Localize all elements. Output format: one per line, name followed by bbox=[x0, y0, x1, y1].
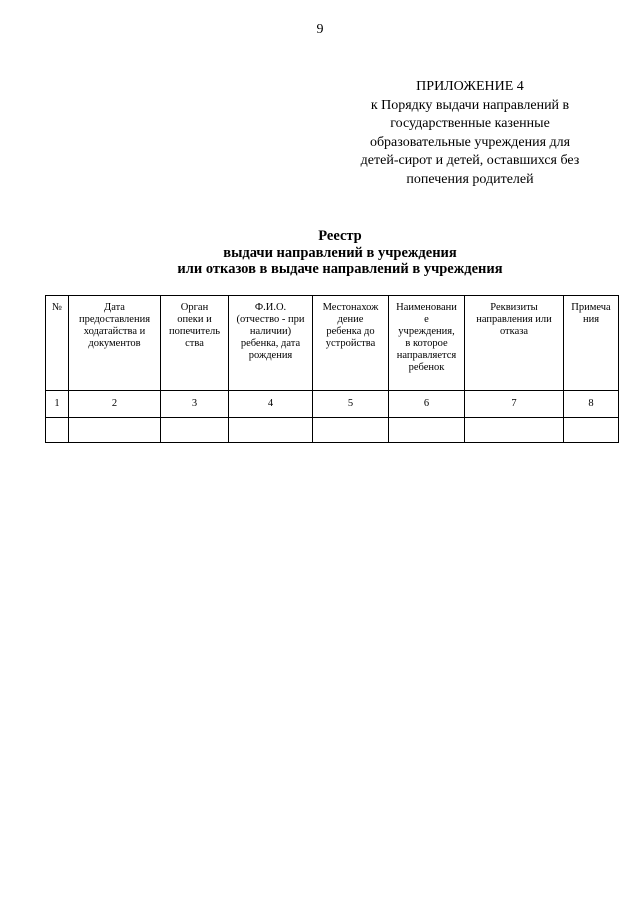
column-number-cell: 8 bbox=[564, 391, 619, 418]
appendix-line: государственные казенные bbox=[390, 116, 550, 131]
header-cell-notes: Примеча ния bbox=[564, 296, 619, 391]
column-number-cell: 1 bbox=[46, 391, 69, 418]
header-cell-number: № bbox=[46, 296, 69, 391]
empty-cell bbox=[69, 418, 161, 443]
registry-table bbox=[45, 295, 619, 443]
column-number-cell: 2 bbox=[69, 391, 161, 418]
empty-cell bbox=[564, 418, 619, 443]
empty-cell bbox=[229, 418, 313, 443]
empty-cell bbox=[161, 418, 229, 443]
header-cell-institution: Наименовани е учреждения, в которое направляется ребенок bbox=[389, 296, 465, 391]
appendix-line: ПРИЛОЖЕНИЕ 4 bbox=[416, 79, 524, 94]
empty-cell bbox=[389, 418, 465, 443]
appendix-line: к Порядку выдачи направлений в bbox=[370, 97, 570, 113]
appendix-line: образовательные учреждения для bbox=[369, 134, 571, 150]
header-cell-date: Дата предоставления ходатайства и документов bbox=[69, 296, 161, 391]
title-line: Реестр bbox=[318, 228, 362, 244]
header-cell-requisites: Реквизиты направления или отказа bbox=[465, 296, 564, 391]
title-line: или отказов в выдаче направлений в учреждения bbox=[177, 261, 503, 277]
column-number-cell: 7 bbox=[465, 391, 564, 418]
column-number-cell: 5 bbox=[313, 391, 389, 418]
empty-cell bbox=[46, 418, 69, 443]
column-number-cell: 6 bbox=[389, 391, 465, 418]
column-number-row bbox=[46, 391, 619, 418]
appendix-line: попечения родителей bbox=[406, 171, 534, 187]
header-cell-location: Местонахож дение ребенка до устройства bbox=[313, 296, 389, 391]
header-cell-guardianship-body: Орган опеки и попечитель ства bbox=[161, 296, 229, 391]
document-title bbox=[0, 228, 640, 278]
empty-cell bbox=[313, 418, 389, 443]
column-number-cell: 3 bbox=[161, 391, 229, 418]
header-row bbox=[46, 296, 619, 391]
appendix-block bbox=[350, 78, 590, 189]
column-number-cell: 4 bbox=[229, 391, 313, 418]
empty-data-row bbox=[46, 418, 619, 443]
appendix-line: детей-сирот и детей, оставшихся без bbox=[360, 153, 580, 168]
header-cell-child-name: Ф.И.О. (отчество - при наличии) ребенка, дата рождения bbox=[229, 296, 313, 391]
empty-cell bbox=[465, 418, 564, 443]
page-number: 9 bbox=[316, 22, 324, 37]
title-line: выдачи направлений в учреждения bbox=[223, 244, 457, 261]
